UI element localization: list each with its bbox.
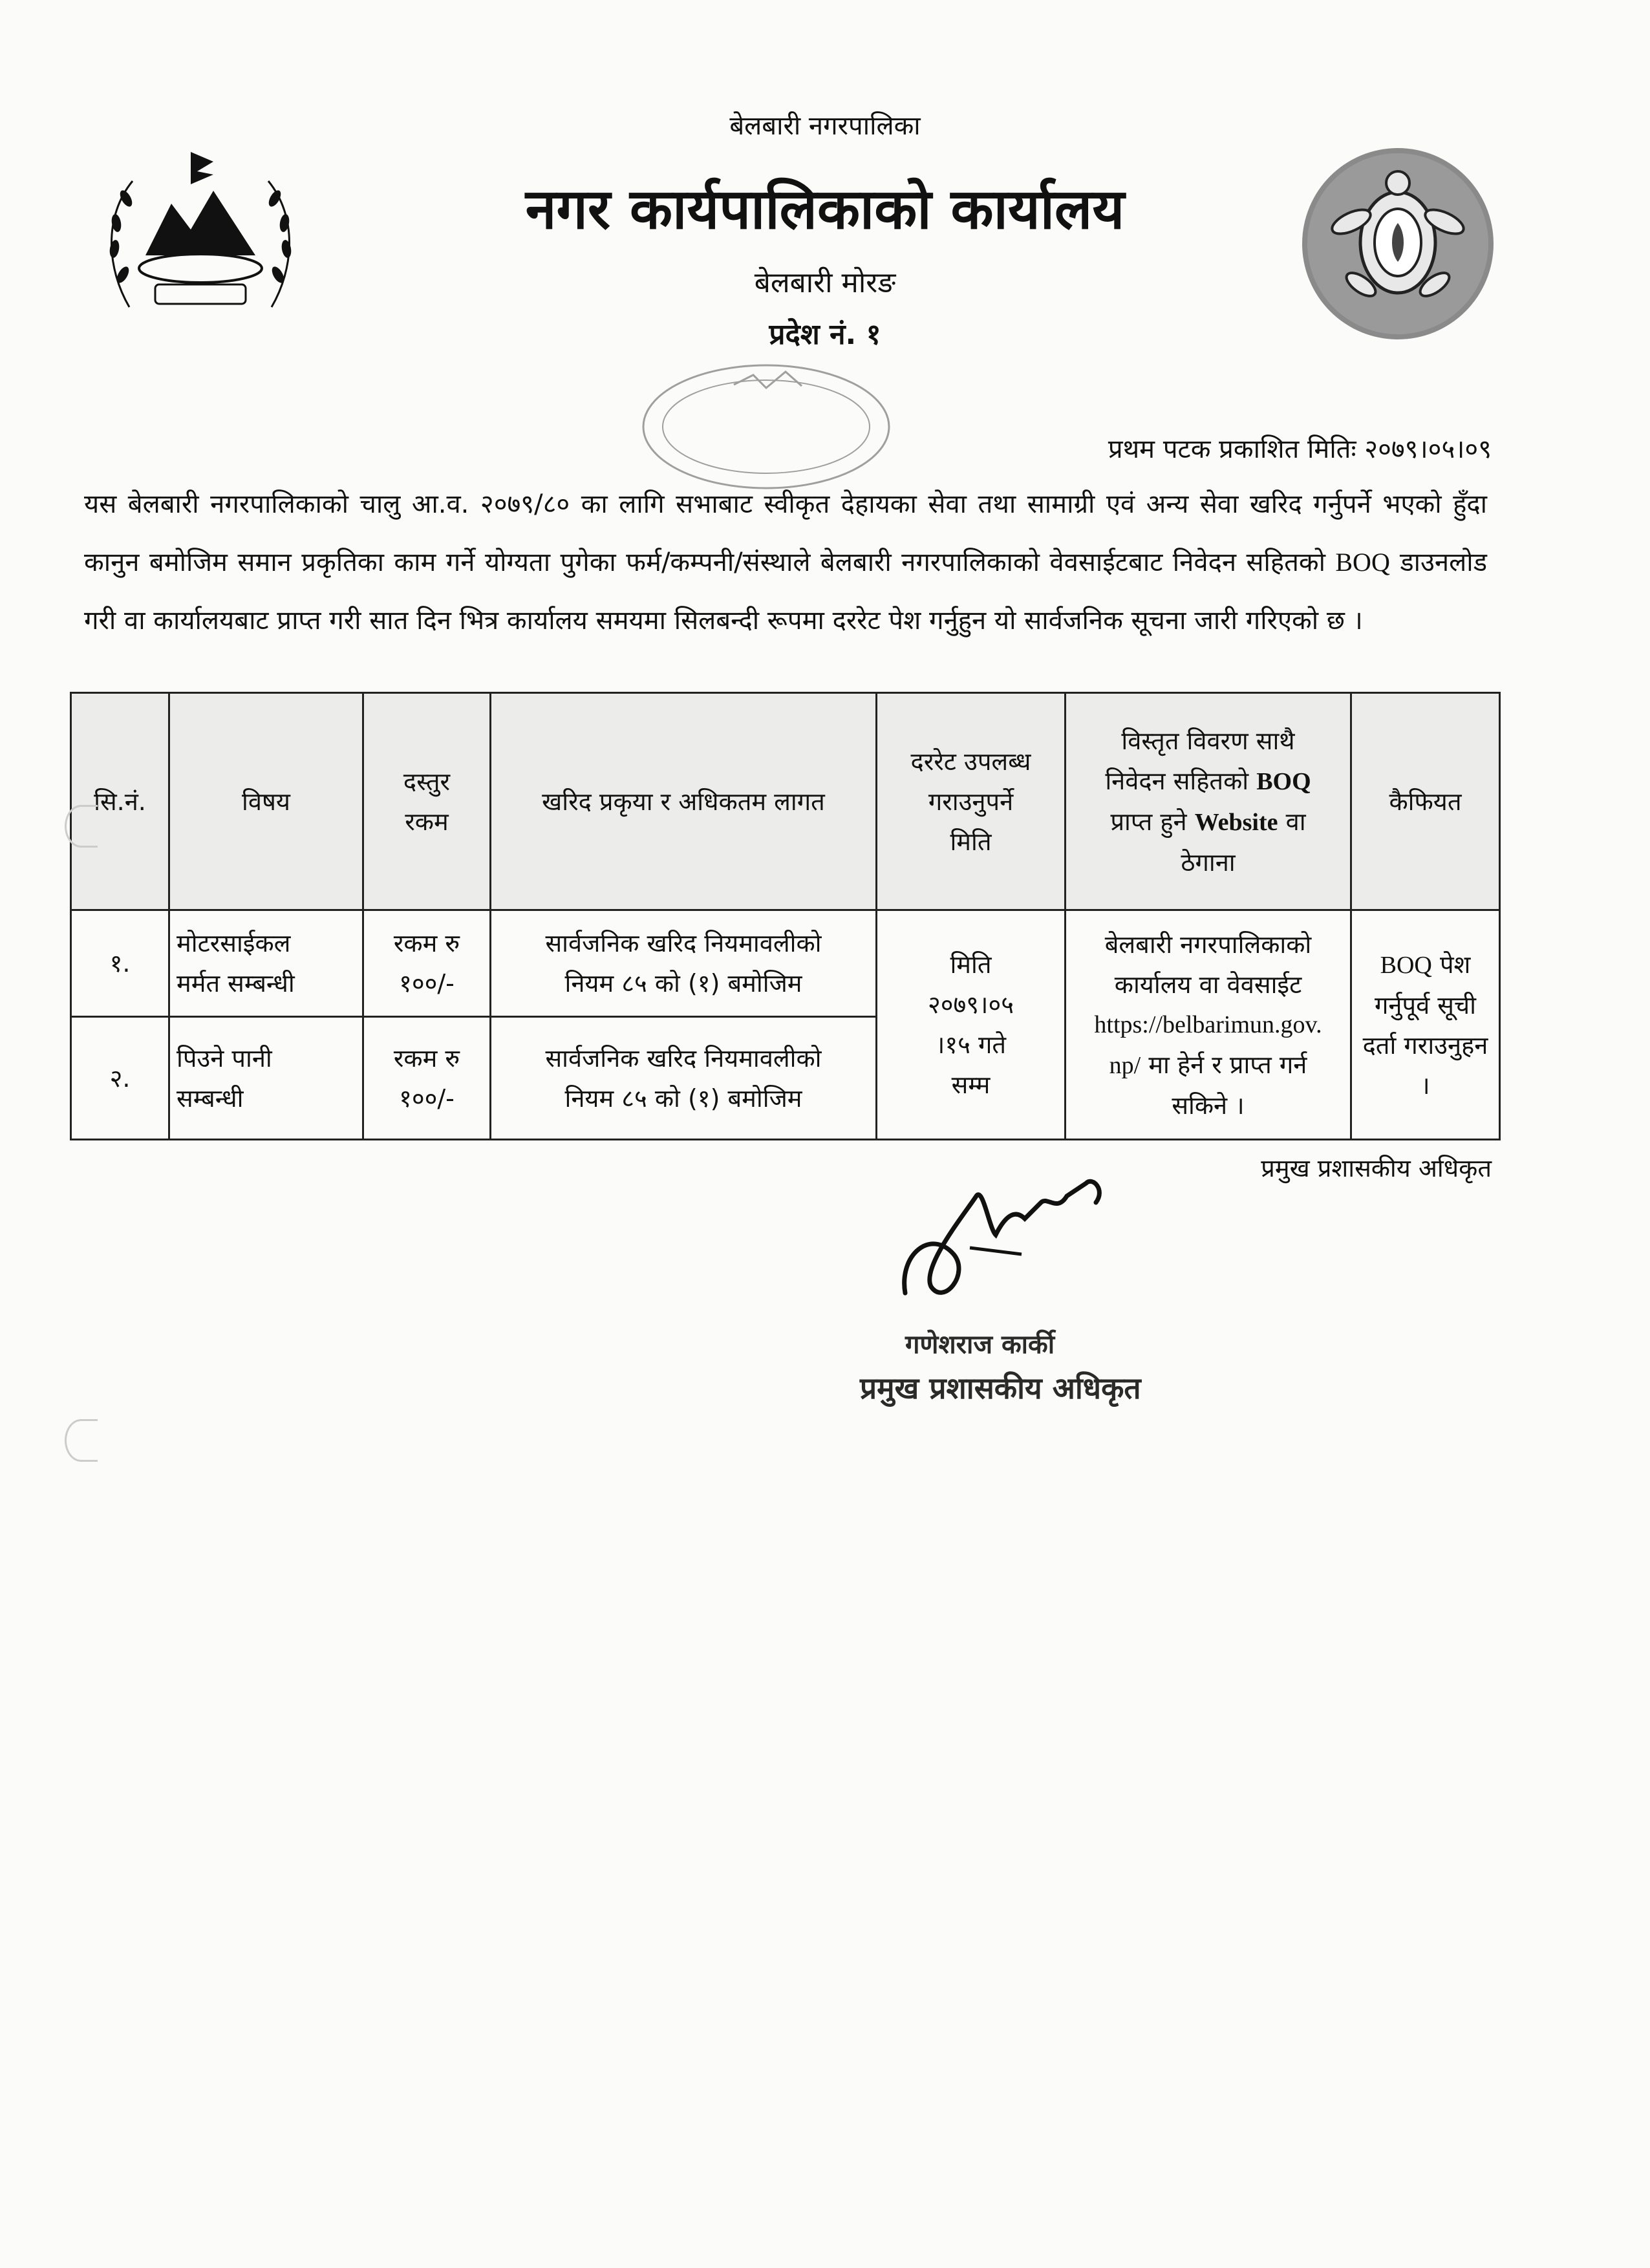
header-due-line: मिति [950,827,992,856]
office-title: नगर कार्यपालिकाको कार्यालय [525,177,1125,242]
remarks-line: गर्नुपूर्व सूची [1375,990,1476,1020]
header-source [1066,693,1351,910]
office-address: बेलबारी मोरङ [754,266,896,299]
punch-hole-mark [65,805,98,848]
cell-fee [363,910,491,1017]
notice-body-boq: BOQ [1335,548,1390,577]
cell-subject-line: मोटरसाईकल [177,929,291,957]
cell-method-line: सार्वजनिक खरिद नियमावलीको [545,929,822,957]
header-due [877,693,1066,910]
due-line: २०७९।०५ [928,990,1014,1019]
signatory-name: गणेशराज कार्की [905,1330,1055,1360]
due-line: ।१५ गते [935,1031,1007,1059]
cell-subject [169,910,363,1017]
cell-fee-line: १००/- [399,1084,455,1113]
header-source-website: Website [1194,808,1278,836]
source-line: कार्यालय वा वेवसाईट [1114,970,1302,999]
header-source-text: प्राप्त हुने [1110,807,1195,836]
header-due-line: गराउनुपर्ने [928,787,1014,816]
due-line: सम्म [951,1071,991,1099]
cell-method [491,910,877,1017]
cell-subject-line: मर्मत सम्बन्धी [177,969,295,998]
cell-fee-line: रकम रु [393,1043,460,1073]
header-source-text: वा [1278,807,1306,836]
header-due-line: दररेट उपलब्ध [910,747,1031,776]
cell-source [1066,910,1351,1140]
nepal-government-emblem-icon [94,145,307,320]
header-source-boq: BOQ [1256,767,1311,795]
notice-body-part: यस बेलबारी नगरपालिकाको चालु आ.व. २०७९/८० का लागि सभाबाट स्वीकृत देहायका सेवा तथा सामाग्री एवं अन्य सेवा खरिद गर्नुपर्ने भएको हुँदा कानुन बमोजिम समान प्रकृतिका काम गर्ने योग्यता पुगेका फर्म/कम्पनी/संस्थाले बेलबारी नगरपालिकाको वेवसाईटबाट निवेदन सहितको [84,489,1487,577]
header-source-line [1073,761,1344,802]
cell-due-date [877,910,1066,1140]
municipality-name: बेलबारी नगरपालिका [729,111,921,141]
cell-subject-line: पिउने पानी [177,1043,272,1073]
cell-method-line: नियम ८५ को (१) बमोजिम [564,969,802,998]
remarks-line: दर्ता गराउनुहन [1362,1031,1488,1060]
tender-table [70,692,1501,1140]
remarks-line: । [1420,1071,1430,1100]
table-header-row [71,693,1500,910]
remarks-line [1358,945,1492,985]
signatory-caption: प्रमुख प्रशासकीय अधिकृत [1261,1154,1492,1182]
header-sn: सि.नं. [71,693,169,910]
cell-fee-line: १००/- [399,969,455,998]
handwritten-signature [892,1157,1125,1325]
office-rubber-stamp [637,359,895,495]
published-date: प्रथम पटक प्रकाशित मितिः २०७९।०५।०९ [1108,434,1492,464]
due-line: मिति [950,950,992,979]
header-source-text: निवेदन सहितको [1105,766,1257,795]
header-remarks: कैफियत [1351,693,1500,910]
header-fee-line: दस्तुर [403,767,451,796]
notice-body-part: डाउनलोड गरी वा कार्यालयबाट प्राप्त गरी सात दिन भित्र कार्यालय समयमा सिलबन्दी रूपमा दररेट पेश गर्नुहुन यो सार्वजनिक सूचना जारी गरिएको छ । [84,548,1487,636]
cell-subject-line: सम्बन्धी [177,1084,244,1113]
cell-method-line: सार्वजनिक खरिद नियमावलीको [545,1043,822,1073]
header-fee [363,693,491,910]
header-source-line: ठेगाना [1181,848,1236,877]
source-line: बेलबारी नगरपालिकाको [1104,930,1312,959]
source-line [1073,1045,1344,1086]
source-url-tail[interactable]: np/ [1109,1051,1141,1079]
notice-body [84,475,1487,650]
source-line: सकिने । [1172,1091,1245,1120]
header-fee-line: रकम [405,807,449,836]
cell-method [491,1017,877,1140]
signatory-stamp-title: प्रमुख प्रशासकीय अधिकृत [860,1371,1141,1406]
source-url-line[interactable]: https://belbarimun.gov. [1094,1011,1322,1038]
header-subject: विषय [169,693,363,910]
cell-remarks [1351,910,1500,1140]
header-source-line [1073,802,1344,842]
province-line: प्रदेश नं. १ [769,318,881,351]
table-row [71,910,1500,1017]
remarks-boq: BOQ [1380,951,1432,979]
remarks-text: पेश [1431,950,1471,979]
municipality-turtle-logo-icon [1300,145,1497,343]
header-source-line: विस्तृत विवरण साथै [1121,726,1295,755]
cell-fee [363,1017,491,1140]
cell-sn: २. [71,1017,169,1140]
header-method: खरिद प्रकृया र अधिकतम लागत [491,693,877,910]
cell-fee-line: रकम रु [393,929,460,957]
punch-hole-mark [65,1419,98,1462]
cell-subject [169,1017,363,1140]
source-text: मा हेर्न र प्राप्त गर्न [1141,1050,1307,1079]
cell-sn: १. [71,910,169,1017]
cell-method-line: नियम ८५ को (१) बमोजिम [564,1084,802,1113]
